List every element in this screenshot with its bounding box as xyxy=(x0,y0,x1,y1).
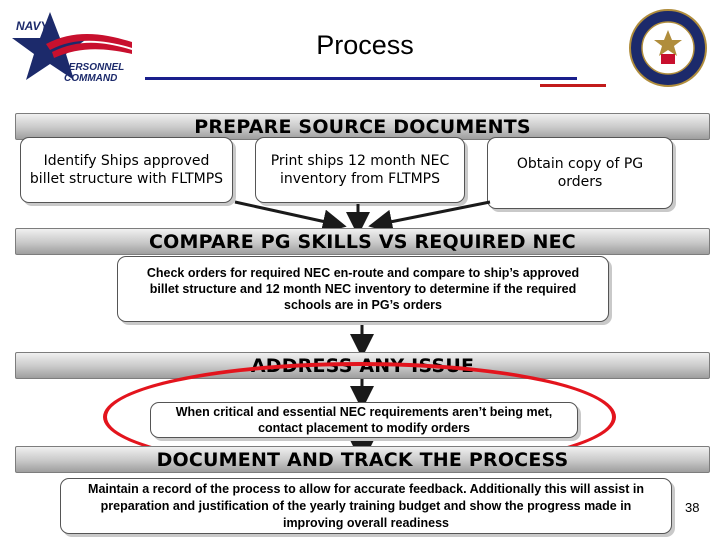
stage-banner-label: ADDRESS ANY ISSUE xyxy=(250,354,475,377)
stage-banner-label: COMPARE PG SKILLS VS REQUIRED NEC xyxy=(149,230,576,253)
svg-text:NAVY: NAVY xyxy=(16,19,49,33)
box-text: Check orders for required NEC en-route and compare to ship’s approved billet structure and 12 month NEC inventory to determine if the required schools are in PG’s orders xyxy=(146,266,580,312)
box-text: Identify Ships approved billet structure with FLTMPS xyxy=(29,153,224,187)
stage-banner-label: PREPARE SOURCE DOCUMENTS xyxy=(194,115,531,138)
box-text: Maintain a record of the process to allow for accurate feedback. Additionally this will assist in preparation and justification of the yearly training budget and show the progress made in improving overall readiness xyxy=(88,481,644,530)
check-orders-box xyxy=(117,256,609,322)
box-text: Obtain copy of PG orders xyxy=(516,156,644,190)
slide-title: Process xyxy=(316,30,414,60)
slide-number: 38 xyxy=(685,500,700,515)
maintain-record-box xyxy=(60,478,672,534)
svg-text:PERSONNEL: PERSONNEL xyxy=(62,62,125,73)
stage-banner-label: DOCUMENT AND TRACK THE PROCESS xyxy=(156,448,569,471)
svg-text:COMMAND: COMMAND xyxy=(64,73,118,84)
stage-banner-document xyxy=(15,446,710,473)
stage-banner-compare xyxy=(15,228,710,255)
box-text: Print ships 12 month NEC inventory from FLTMPS xyxy=(270,153,450,187)
box-text: When critical and essential NEC requirements aren’t being met, contact placement to modify orders xyxy=(175,405,553,435)
